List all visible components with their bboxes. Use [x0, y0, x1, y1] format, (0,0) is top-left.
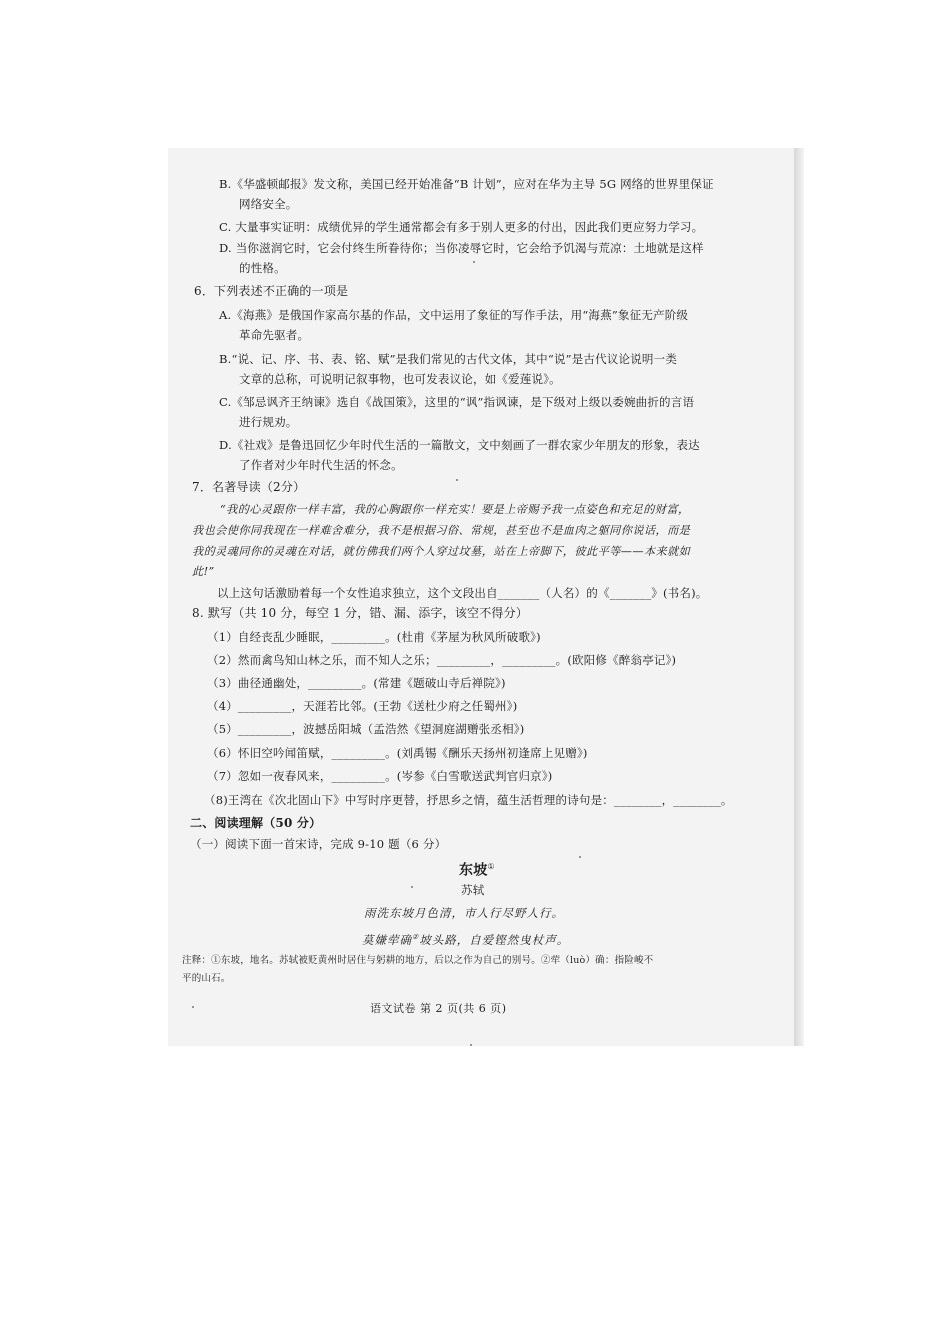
scan-speck: [411, 886, 413, 888]
poem-notes-line2: 平的山石。: [182, 973, 231, 984]
poem-line-2-footnote-mark: ②: [412, 933, 420, 941]
q8-item-8: （8)王湾在《次北固山下》中写时序更替，抒思乡之情，蕴生活哲理的诗句是：________，________。: [204, 793, 733, 807]
poem-footnote-mark: ①: [487, 862, 495, 871]
poem-line-2-rest: 坡头路，自爱铿然曳杖声。: [419, 932, 570, 947]
poem-line-2-start: 莫嫌荦确: [362, 932, 412, 947]
q8-item-4: （4）_________，天涯若比邻。(王勃《送杜少府之任蜀州》): [207, 699, 518, 713]
q8-item-1: （1）自经丧乱少睡眠，_________。(杜甫《茅屋为秋风所破歌》): [207, 630, 541, 644]
q8-stem: 8. 默写（共 10 分，每空 1 分，错、漏、添字，该空不得分）: [192, 606, 529, 620]
poem-title-text: 东坡: [459, 862, 488, 879]
q5-option-b-line2: 网络安全。: [239, 197, 298, 211]
q6-option-d-line1: D.《社戏》是鲁迅回忆少年时代生活的一篇散文，文中刻画了一群农家少年朋友的形象，表达: [219, 438, 700, 452]
scan-speck: [579, 856, 581, 858]
q6-option-a-line2: 革命先驱者。: [239, 328, 310, 342]
q5-option-c-line1: C. 大量事实证明：成绩优异的学生通常都会有多于别人更多的付出，因此我们更应努力学习。: [219, 220, 704, 234]
q6-option-a-line1: A.《海燕》是俄国作家高尔基的作品，文中运用了象征的写作手法，用“海燕”象征无产阶级: [219, 308, 689, 322]
q8-item-6: （6）怀旧空吟闻笛赋，_________。(刘禹锡《酬乐天扬州初逢席上见赠》): [207, 746, 588, 760]
paper-edge-shadow: [794, 148, 804, 1046]
q7-stem: 7．名著导读（2分）: [192, 480, 306, 494]
q6-option-b-line2: 文章的总称，可说明记叙事物，也可发表议论，如《爱莲说》。: [239, 372, 561, 386]
poem-title: [459, 859, 495, 879]
poem-author: 苏轼: [461, 883, 485, 897]
q6-option-d-line2: 了作者对少年时代生活的怀念。: [239, 458, 403, 472]
section-2-heading: 二、阅读理解（50 分）: [190, 816, 322, 830]
q8-item-2: （2）然而禽鸟知山林之乐，而不知人之乐；_________，_________。(欧阳修《醉翁亭记》): [207, 653, 677, 667]
q7-quote-line3: 我的灵魂同你的灵魂在对话，就仿佛我们两个人穿过坟墓，站在上帝脚下，彼此平等——本来就如: [192, 545, 691, 558]
q7-quote-line4: 此!”: [192, 565, 215, 578]
q8-item-7: （7）忽如一夜春风来，_________。(岑参《白雪歌送武判官归京》): [207, 769, 553, 783]
scan-speck: [192, 1006, 194, 1008]
q6-option-c-line2: 进行规劝。: [239, 415, 298, 429]
q6-stem: 6．下列表述不正确的一项是: [194, 284, 349, 298]
q5-option-d-line2: 的性格。: [239, 261, 286, 275]
q8-item-5: （5）_________，波撼岳阳城（孟浩然《望洞庭湖赠张丞相》): [207, 722, 525, 736]
q5-option-b-line1: B.《华盛顿邮报》发文称，美国已经开始准备“B 计划”，应对在华为主导 5G 网络的世界里保证: [219, 177, 714, 191]
q8-item-3: （3）曲径通幽处，_________。(常建《题破山寺后禅院》): [207, 676, 506, 690]
scan-speck: [473, 261, 475, 263]
poem-notes-line1: 注释：①东坡，地名。苏轼被贬黄州时居住与躬耕的地方，后以之作为自己的别号。②荦（luò）确：指险峻不: [182, 955, 654, 966]
scan-speck: [456, 479, 458, 481]
poem-line-1: 雨洗东坡月色清，市人行尽野人行。: [364, 906, 564, 920]
scan-speck: [470, 1044, 472, 1046]
q6-option-b-line1: B.“说、记、序、书、表、铭、赋”是我们常见的古代文体，其中“说”是古代议论说明一类: [219, 352, 678, 366]
section-2-part-1-instruction: （一）阅读下面一首宋诗，完成 9-10 题（6 分）: [190, 837, 447, 851]
q5-option-d-line1: D. 当你滋润它时，它会付终生所眷待你；当你凌辱它时，它会给予饥渴与荒凉：土地就是这样: [219, 241, 704, 255]
q7-quote-line1: “我的心灵跟你一样丰富，我的心胸跟你一样充实！要是上帝赐予我一点姿色和充足的财富，: [220, 503, 690, 516]
q7-quote-line2: 我也会使你同我现在一样难舍难分，我不是根据习俗、常规，甚至也不是血肉之躯同你说话，而是: [192, 524, 691, 537]
poem-line-2: [362, 929, 569, 948]
q6-option-c-line1: C.《邹忌讽齐王纳谏》选自《战国策》，这里的“讽”指讽谏，是下级对上级以委婉曲折的言语: [219, 395, 695, 409]
q7-question: 以上这句话激励着每一个女性追求独立，这个文段出自_______（人名）的《_______》(书名)。: [217, 586, 708, 600]
page-footer: 语文试卷 第 2 页(共 6 页): [370, 1002, 507, 1015]
